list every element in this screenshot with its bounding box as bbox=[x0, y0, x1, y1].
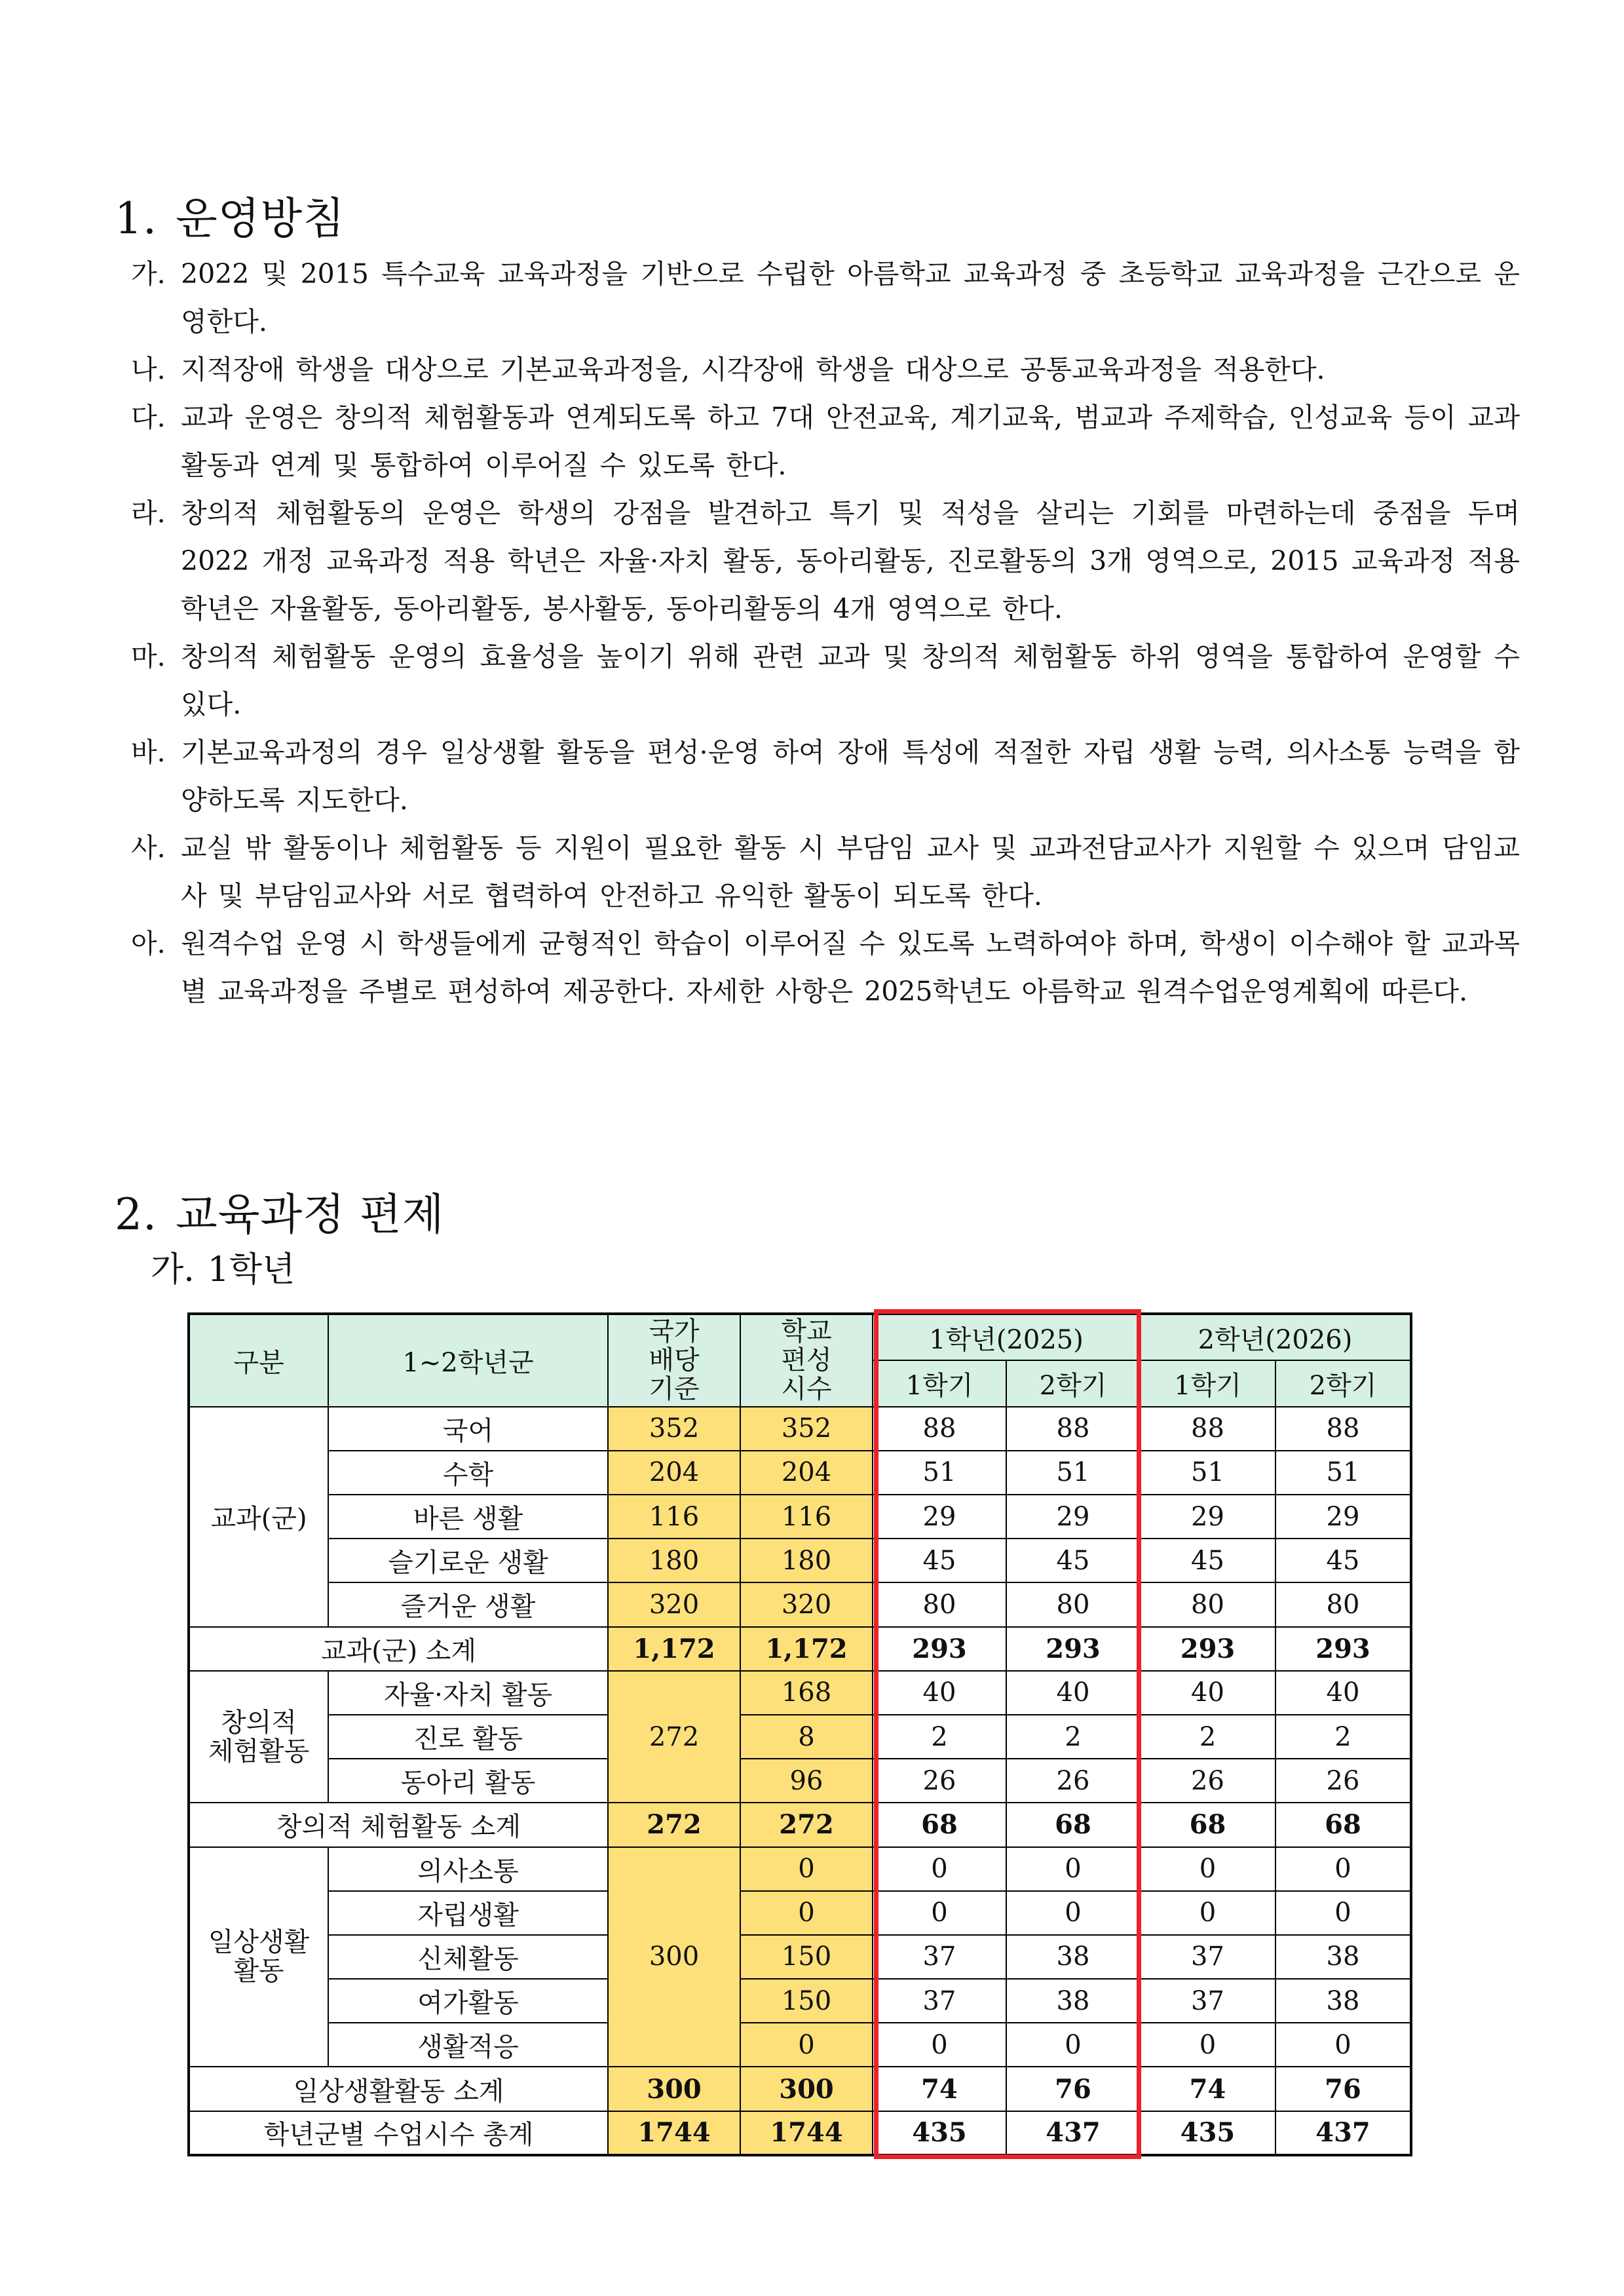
daily-subtotal-row bbox=[189, 2067, 1411, 2111]
daily-row bbox=[189, 2023, 1411, 2067]
semester-hours: 51 bbox=[1140, 1451, 1275, 1495]
policy-item-marker: 바. bbox=[131, 737, 166, 768]
national-hours: 272 bbox=[608, 1671, 740, 1803]
semester-hours: 76 bbox=[1275, 2067, 1411, 2111]
semester-hours: 68 bbox=[1140, 1803, 1275, 1846]
school-hours: 116 bbox=[740, 1495, 873, 1539]
school-hours: 150 bbox=[740, 1935, 873, 1979]
semester-hours: 37 bbox=[873, 1935, 1006, 1979]
header-year1: 1학년(2025) bbox=[873, 1314, 1140, 1360]
semester-hours: 40 bbox=[1006, 1671, 1140, 1715]
policy-item-text: 교과 운영은 창의적 체험활동과 연계되도록 하고 7대 안전교육, 계기교육, 범교과 주제학습, 인성교육 등이 교과 활동과 연계 및 통합하여 이루어질 수 있도록 한다. bbox=[181, 402, 1520, 481]
semester-hours: 38 bbox=[1275, 1935, 1411, 1979]
semester-hours: 88 bbox=[1006, 1407, 1140, 1451]
subject-name: 수학 bbox=[328, 1451, 608, 1495]
activity-name: 자립생활 bbox=[328, 1891, 608, 1935]
school-hours: 180 bbox=[740, 1539, 873, 1582]
semester-hours: 435 bbox=[1140, 2111, 1275, 2155]
activity-name: 여가활동 bbox=[328, 1979, 608, 2023]
school-hours: 0 bbox=[740, 2023, 873, 2067]
header-semester: 2학기 bbox=[1275, 1360, 1411, 1406]
policy-list bbox=[131, 250, 1520, 1016]
semester-hours: 80 bbox=[1006, 1582, 1140, 1626]
activity-name: 생활적응 bbox=[328, 2023, 608, 2067]
policy-item-text: 교실 밖 활동이나 체험활동 등 지원이 필요한 활동 시 부담임 교사 및 교과전담교사가 지원할 수 있으며 담임교사 및 부담임교사와 서로 협력하여 안전하고 유익한 활동이 되도록 한다. bbox=[181, 832, 1520, 911]
section-1-title: 운영방침 bbox=[175, 193, 346, 244]
subsection-title: 1학년 bbox=[207, 1250, 295, 1290]
school-hours: 0 bbox=[740, 1847, 873, 1891]
semester-hours: 29 bbox=[1140, 1495, 1275, 1539]
semester-hours: 0 bbox=[1006, 1891, 1140, 1935]
header-school: 학교 편성 시수 bbox=[740, 1314, 873, 1407]
semester-hours: 88 bbox=[1140, 1407, 1275, 1451]
header-grade-group: 1~2학년군 bbox=[328, 1314, 608, 1407]
semester-hours: 29 bbox=[1006, 1495, 1140, 1539]
national-hours: 320 bbox=[608, 1582, 740, 1626]
activity-name: 자율·자치 활동 bbox=[328, 1671, 608, 1715]
school-hours: 1744 bbox=[740, 2111, 873, 2155]
national-hours: 116 bbox=[608, 1495, 740, 1539]
semester-hours: 37 bbox=[1140, 1935, 1275, 1979]
school-hours: 204 bbox=[740, 1451, 873, 1495]
national-hours: 300 bbox=[608, 2067, 740, 2111]
creative-row bbox=[189, 1759, 1411, 1803]
subtotal-label: 일상생활활동 소계 bbox=[189, 2067, 608, 2111]
activity-name: 진로 활동 bbox=[328, 1715, 608, 1759]
header-semester: 1학기 bbox=[1140, 1360, 1275, 1406]
school-hours: 1,172 bbox=[740, 1627, 873, 1671]
semester-hours: 68 bbox=[873, 1803, 1006, 1846]
subsection-heading bbox=[151, 1242, 295, 1291]
semester-hours: 0 bbox=[873, 2023, 1006, 2067]
semester-hours: 0 bbox=[1275, 2023, 1411, 2067]
school-hours: 272 bbox=[740, 1803, 873, 1846]
policy-item-text: 지적장애 학생을 대상으로 기본교육과정을, 시각장애 학생을 대상으로 공통교육과정을 적용한다. bbox=[181, 354, 1325, 385]
section-2-number: 2. bbox=[115, 1189, 157, 1240]
school-hours: 96 bbox=[740, 1759, 873, 1803]
policy-item-text: 2022 및 2015 특수교육 교육과정을 기반으로 수립한 아름학교 교육과정 중 초등학교 교육과정을 근간으로 운영한다. bbox=[181, 258, 1520, 337]
policy-item-text: 창의적 체험활동 운영의 효율성을 높이기 위해 관련 교과 및 창의적 체험활동 하위 영역을 통합하여 운영할 수 있다. bbox=[181, 641, 1520, 720]
section-2-heading bbox=[115, 1179, 445, 1242]
header-category: 구분 bbox=[189, 1314, 328, 1407]
semester-hours: 293 bbox=[1140, 1627, 1275, 1671]
policy-item bbox=[131, 394, 1520, 489]
semester-hours: 2 bbox=[1275, 1715, 1411, 1759]
semester-hours: 37 bbox=[873, 1979, 1006, 2023]
semester-hours: 0 bbox=[873, 1891, 1006, 1935]
group-daily: 일상생활 활동 bbox=[189, 1847, 328, 2067]
policy-item-marker: 나. bbox=[131, 354, 166, 385]
policy-item-marker: 라. bbox=[131, 497, 166, 529]
policy-item-text: 창의적 체험활동의 운영은 학생의 강점을 발견하고 특기 및 적성을 살리는 기회를 마련하는데 중점을 두며 2022 개정 교육과정 적용 학년은 자율·자치 활동, 동아리활동, 진로활동의 3개 영역으로, 2015 교육과정 적용 학년은 자율활동, 동아리활동, 봉사활동, 동아리활동의 4개 영역으로 한다. bbox=[181, 497, 1520, 624]
semester-hours: 38 bbox=[1006, 1979, 1140, 2023]
policy-item-marker: 마. bbox=[131, 641, 166, 672]
daily-row bbox=[189, 1891, 1411, 1935]
semester-hours: 51 bbox=[873, 1451, 1006, 1495]
school-hours: 168 bbox=[740, 1671, 873, 1715]
policy-item-text: 원격수업 운영 시 학생들에게 균형적인 학습이 이루어질 수 있도록 노력하여야 하며, 학생이 이수해야 할 교과목별 교육과정을 주별로 편성하여 제공한다. 자세한 사항은 2025학년도 아름학교 원격수업운영계획에 따른다. bbox=[181, 928, 1520, 1007]
policy-item-text: 기본교육과정의 경우 일상생활 활동을 편성·운영 하여 장애 특성에 적절한 자립 생활 능력, 의사소통 능력을 함양하도록 지도한다. bbox=[181, 737, 1520, 816]
school-hours: 320 bbox=[740, 1582, 873, 1626]
policy-item bbox=[131, 250, 1520, 346]
national-hours: 1,172 bbox=[608, 1627, 740, 1671]
school-hours: 352 bbox=[740, 1407, 873, 1451]
subtotal-label: 창의적 체험활동 소계 bbox=[189, 1803, 608, 1846]
semester-hours: 0 bbox=[1275, 1891, 1411, 1935]
daily-row bbox=[189, 1935, 1411, 1979]
activity-name: 신체활동 bbox=[328, 1935, 608, 1979]
semester-hours: 68 bbox=[1275, 1803, 1411, 1846]
school-hours: 300 bbox=[740, 2067, 873, 2111]
activity-name: 의사소통 bbox=[328, 1847, 608, 1891]
school-hours: 8 bbox=[740, 1715, 873, 1759]
policy-item bbox=[131, 489, 1520, 633]
semester-hours: 88 bbox=[1275, 1407, 1411, 1451]
national-hours: 180 bbox=[608, 1539, 740, 1582]
semester-hours: 74 bbox=[1140, 2067, 1275, 2111]
semester-hours: 51 bbox=[1275, 1451, 1411, 1495]
subject-row bbox=[189, 1451, 1411, 1495]
subject-name: 즐거운 생활 bbox=[328, 1582, 608, 1626]
policy-item-marker: 아. bbox=[131, 928, 166, 959]
policy-item-marker: 가. bbox=[131, 258, 166, 290]
subject-name: 슬기로운 생활 bbox=[328, 1539, 608, 1582]
school-hours: 150 bbox=[740, 1979, 873, 2023]
grand-total-row bbox=[189, 2111, 1411, 2155]
table-header-row bbox=[189, 1314, 1411, 1360]
semester-hours: 45 bbox=[1006, 1539, 1140, 1582]
semester-hours: 38 bbox=[1006, 1935, 1140, 1979]
section-1-heading bbox=[115, 183, 345, 246]
national-hours: 352 bbox=[608, 1407, 740, 1451]
creative-subtotal-row bbox=[189, 1803, 1411, 1846]
semester-hours: 26 bbox=[1140, 1759, 1275, 1803]
semester-hours: 0 bbox=[1140, 2023, 1275, 2067]
semester-hours: 26 bbox=[1275, 1759, 1411, 1803]
semester-hours: 437 bbox=[1275, 2111, 1411, 2155]
national-hours: 272 bbox=[608, 1803, 740, 1846]
policy-item bbox=[131, 633, 1520, 729]
subject-name: 바른 생활 bbox=[328, 1495, 608, 1539]
creative-row bbox=[189, 1715, 1411, 1759]
semester-hours: 45 bbox=[1275, 1539, 1411, 1582]
semester-hours: 80 bbox=[1140, 1582, 1275, 1626]
semester-hours: 26 bbox=[873, 1759, 1006, 1803]
header-year2: 2학년(2026) bbox=[1140, 1314, 1411, 1360]
policy-item bbox=[131, 920, 1520, 1016]
semester-hours: 293 bbox=[873, 1627, 1006, 1671]
policy-item-marker: 사. bbox=[131, 832, 166, 864]
semester-hours: 0 bbox=[1140, 1891, 1275, 1935]
semester-hours: 0 bbox=[1140, 1847, 1275, 1891]
semester-hours: 88 bbox=[873, 1407, 1006, 1451]
semester-hours: 0 bbox=[1006, 1847, 1140, 1891]
policy-item-marker: 다. bbox=[131, 402, 166, 433]
subject-name: 국어 bbox=[328, 1407, 608, 1451]
semester-hours: 74 bbox=[873, 2067, 1006, 2111]
school-hours: 0 bbox=[740, 1891, 873, 1935]
semester-hours: 68 bbox=[1006, 1803, 1140, 1846]
semester-hours: 437 bbox=[1006, 2111, 1140, 2155]
semester-hours: 40 bbox=[1140, 1671, 1275, 1715]
semester-hours: 293 bbox=[1006, 1627, 1140, 1671]
national-hours: 1744 bbox=[608, 2111, 740, 2155]
semester-hours: 51 bbox=[1006, 1451, 1140, 1495]
semester-hours: 435 bbox=[873, 2111, 1006, 2155]
group-subjects: 교과(군) bbox=[189, 1407, 328, 1627]
daily-row bbox=[189, 1847, 1411, 1891]
national-hours: 300 bbox=[608, 1847, 740, 2067]
section-2-title: 교육과정 편제 bbox=[175, 1189, 445, 1240]
activity-name: 동아리 활동 bbox=[328, 1759, 608, 1803]
subject-subtotal-row bbox=[189, 1627, 1411, 1671]
semester-hours: 293 bbox=[1275, 1627, 1411, 1671]
policy-item bbox=[131, 729, 1520, 824]
semester-hours: 0 bbox=[873, 1847, 1006, 1891]
semester-hours: 29 bbox=[1275, 1495, 1411, 1539]
subtotal-label: 학년군별 수업시수 총계 bbox=[189, 2111, 608, 2155]
subject-row bbox=[189, 1407, 1411, 1451]
semester-hours: 29 bbox=[873, 1495, 1006, 1539]
semester-hours: 45 bbox=[1140, 1539, 1275, 1582]
semester-hours: 40 bbox=[1275, 1671, 1411, 1715]
subsection-marker: 가. bbox=[151, 1250, 195, 1290]
subject-row bbox=[189, 1539, 1411, 1582]
subject-row bbox=[189, 1582, 1411, 1626]
semester-hours: 2 bbox=[1140, 1715, 1275, 1759]
semester-hours: 0 bbox=[1006, 2023, 1140, 2067]
section-1-number: 1. bbox=[115, 193, 157, 244]
group-creative: 창의적 체험활동 bbox=[189, 1671, 328, 1803]
semester-hours: 37 bbox=[1140, 1979, 1275, 2023]
header-semester: 1학기 bbox=[873, 1360, 1006, 1406]
national-hours: 204 bbox=[608, 1451, 740, 1495]
semester-hours: 80 bbox=[1275, 1582, 1411, 1626]
semester-hours: 2 bbox=[873, 1715, 1006, 1759]
semester-hours: 38 bbox=[1275, 1979, 1411, 2023]
semester-hours: 45 bbox=[873, 1539, 1006, 1582]
header-national: 국가 배당 기준 bbox=[608, 1314, 740, 1407]
creative-row bbox=[189, 1671, 1411, 1715]
policy-item bbox=[131, 346, 1520, 394]
semester-hours: 80 bbox=[873, 1582, 1006, 1626]
subtotal-label: 교과(군) 소계 bbox=[189, 1627, 608, 1671]
subject-row bbox=[189, 1495, 1411, 1539]
curriculum-table bbox=[187, 1312, 1412, 2156]
semester-hours: 2 bbox=[1006, 1715, 1140, 1759]
policy-item bbox=[131, 824, 1520, 920]
semester-hours: 40 bbox=[873, 1671, 1006, 1715]
header-semester: 2학기 bbox=[1006, 1360, 1140, 1406]
semester-hours: 0 bbox=[1275, 1847, 1411, 1891]
semester-hours: 76 bbox=[1006, 2067, 1140, 2111]
daily-row bbox=[189, 1979, 1411, 2023]
semester-hours: 26 bbox=[1006, 1759, 1140, 1803]
